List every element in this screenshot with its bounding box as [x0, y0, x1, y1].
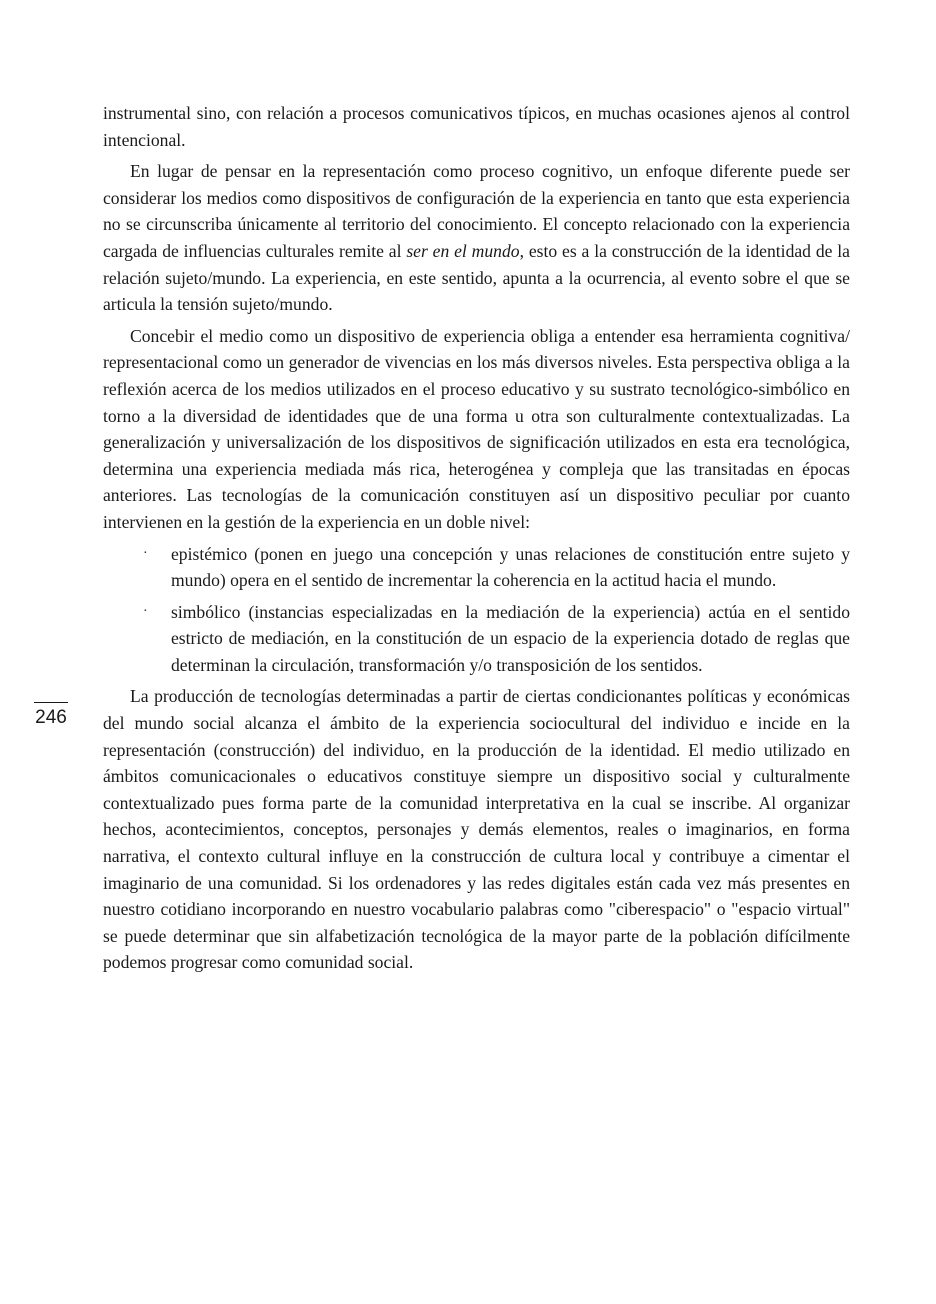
paragraph-representation-italic: ser en el mundo [406, 240, 520, 261]
paragraph-device-experience: Concebir el medio como un dispositivo de experiencia obliga a entender esa herramienta cognitiva/ representacional como un generador de vivencias en los más diversos niveles. Esta perspectiva obliga a la reflexión acerca de los medios utilizados en el proceso educativo y su sustrato tecnológico-simbólico en torno a la diversidad de identidades que de una forma u otra son culturalmente contextualizadas. La generalización y universalización de los dispositivos de significación utilizados en esta era tecnológica, determina una experiencia mediada más rica, heterogénea y compleja que las transitadas en épocas anteriores. Las tecnologías de la comunicación constituyen así un dispositivo peculiar por cuanto intervienen en la gestión de la experiencia en un doble nivel: [103, 325, 850, 532]
page-body [103, 100, 850, 981]
experience-levels-list [103, 541, 850, 679]
list-item-epistemic [103, 541, 850, 594]
list-item-symbolic-text: simbólico (instancias especializadas en la mediación de la experiencia) actúa en el sentido estricto de mediación, en la constitución de un espacio de la experiencia dotado de reglas que determinan la circulación, transformación y/o transposición de los sentidos. [171, 601, 850, 675]
paragraph-representation [103, 158, 850, 318]
list-item-epistemic-text: epistémico (ponen en juego una concepción y unas relaciones de constitución entre sujeto y mundo) opera en el sentido de incrementar la coherencia en la actitud hacia el mundo. [171, 543, 850, 591]
paragraph-continued: instrumental sino, con relación a procesos comunicativos típicos, en muchas ocasiones ajenos al control intencional. [103, 103, 850, 150]
paragraph-technology-production: La producción de tecnologías determinadas a partir de ciertas condicionantes políticas y económicas del mundo social alcanza el ámbito de la experiencia sociocultural del individuo e incide en la representación (construcción) del individuo, en la producción de la identidad. El medio utilizado en ámbitos comunicacionales o educativos constituye siempre un dispositivo social y culturalmente contextualizado pues forma parte de la comunidad interpretativa en la cual se inscribe. Al organizar hechos, acontecimientos, conceptos, personajes y demás elementos, reales o imaginarios, en forma narrativa, el contexto cultural influye en la construcción de cultura local y contribuye a cimentar el imaginario de una comunidad. Si los ordenadores y las redes digitales están cada vez más presentes en nuestro cotidiano incorporando en nuestro vocabulario palabras como "ciberespacio" o "espacio virtual" se puede determinar que sin alfabetización tecnológica de la mayor parte de la población difícilmente podemos progresar como comunidad social. [103, 686, 850, 973]
page-number-rule [34, 702, 68, 703]
paragraph-representation-text-a: En lugar de pensar en la representación como proceso cognitivo, un enfoque diferente puede ser considerar los medios como dispositivos de configuración de la experiencia en tanto que esta experiencia no se circunscriba únicamente al territorio del conocimiento. El concepto relacionado con la experiencia cargada de influencias culturales remite al [103, 161, 850, 261]
page-number-marker [33, 702, 69, 729]
bullet-marker: · [143, 545, 148, 561]
list-item-symbolic [103, 599, 850, 679]
paragraph-representation-text-b: , esto es a la construcción de la identidad de la relación sujeto/mundo. La experiencia, en este sentido, apunta a la ocurrencia, al evento sobre el que se articula la tensión sujeto/mundo. [103, 240, 850, 315]
page-number: 246 [35, 707, 67, 728]
bullet-marker: · [143, 603, 148, 619]
